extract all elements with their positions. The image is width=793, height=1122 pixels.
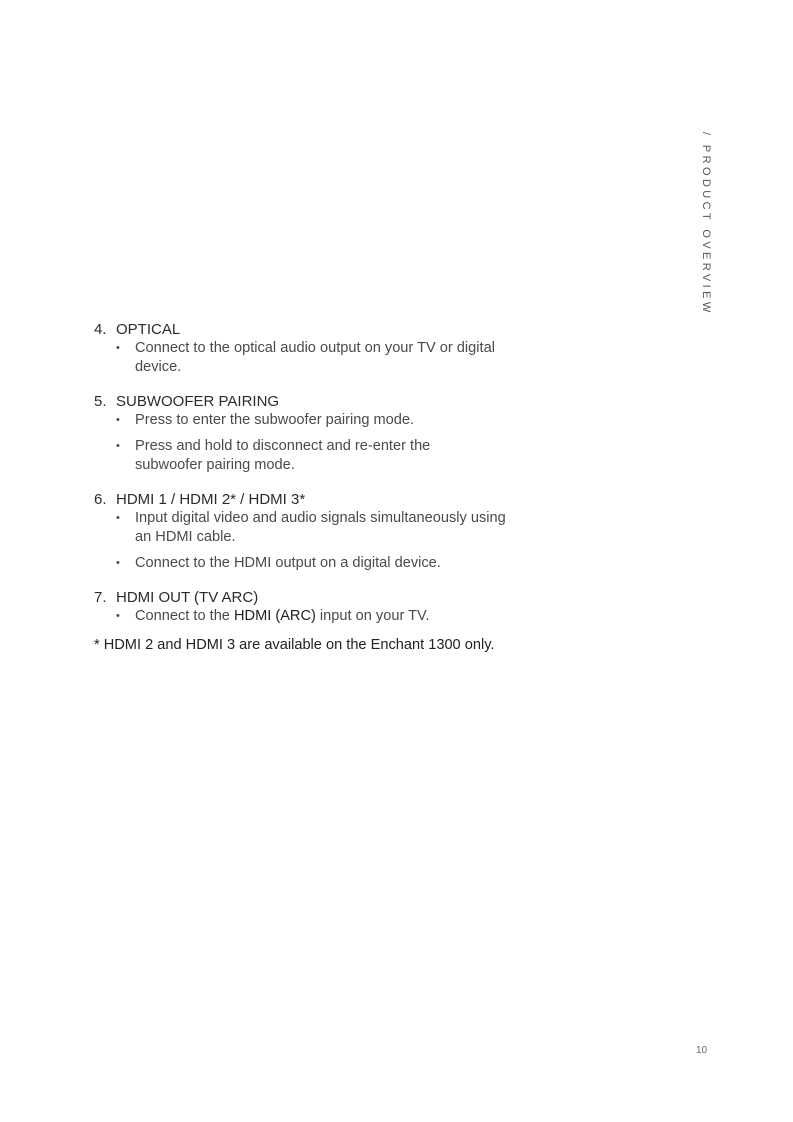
section-side-label: / PRODUCT OVERVIEW — [700, 132, 712, 316]
list-item — [94, 411, 654, 430]
section-hdmi-inputs — [94, 490, 654, 573]
list-item — [94, 554, 654, 573]
bullet-text: Input digital video and audio signals simultaneously using an HDMI cable. — [135, 510, 506, 545]
bullet-glyph: • — [116, 342, 120, 354]
bullet-list — [94, 411, 654, 475]
section-heading — [94, 392, 654, 411]
bullet-text: Connect to the HDMI output on a digital device. — [135, 555, 441, 571]
page-number: 10 — [696, 1045, 708, 1056]
section-number: 6. — [94, 491, 107, 508]
bullet-text: Connect to the optical audio output on your TV or digital device. — [135, 340, 495, 375]
footnote: * HDMI 2 and HDMI 3 are available on the Enchant 1300 only. — [94, 637, 495, 653]
section-heading — [94, 320, 654, 339]
section-title: HDMI 1 / HDMI 2* / HDMI 3* — [116, 491, 306, 508]
bullet-glyph: • — [116, 557, 120, 569]
section-number: 5. — [94, 393, 107, 410]
bullet-glyph: • — [116, 610, 120, 622]
list-item — [94, 607, 654, 626]
bullet-glyph: • — [116, 512, 120, 524]
list-item — [94, 509, 654, 547]
section-title: HDMI OUT (TV ARC) — [116, 589, 259, 606]
section-heading — [94, 588, 654, 607]
bullet-text-before: Connect to the — [135, 608, 234, 624]
section-subwoofer-pairing — [94, 392, 654, 475]
bullet-glyph: • — [116, 414, 120, 426]
bullet-list — [94, 607, 654, 626]
bullet-text: Press to enter the subwoofer pairing mode. — [135, 412, 415, 428]
bullet-list — [94, 339, 654, 377]
bullet-text-after: input on your TV. — [315, 608, 430, 624]
list-item — [94, 339, 654, 377]
list-item — [94, 437, 654, 475]
section-title: OPTICAL — [116, 321, 181, 338]
content-area — [94, 320, 654, 655]
section-heading — [94, 490, 654, 509]
section-hdmi-out — [94, 588, 654, 626]
section-number: 7. — [94, 589, 107, 606]
bullet-text: Press and hold to disconnect and re-enter the subwoofer pairing mode. — [135, 438, 431, 473]
section-number: 4. — [94, 321, 107, 338]
section-optical — [94, 320, 654, 377]
bullet-list — [94, 509, 654, 573]
bullet-text-bold: HDMI (ARC) — [233, 608, 316, 624]
bullet-glyph: • — [116, 440, 120, 452]
section-title: SUBWOOFER PAIRING — [116, 393, 280, 410]
